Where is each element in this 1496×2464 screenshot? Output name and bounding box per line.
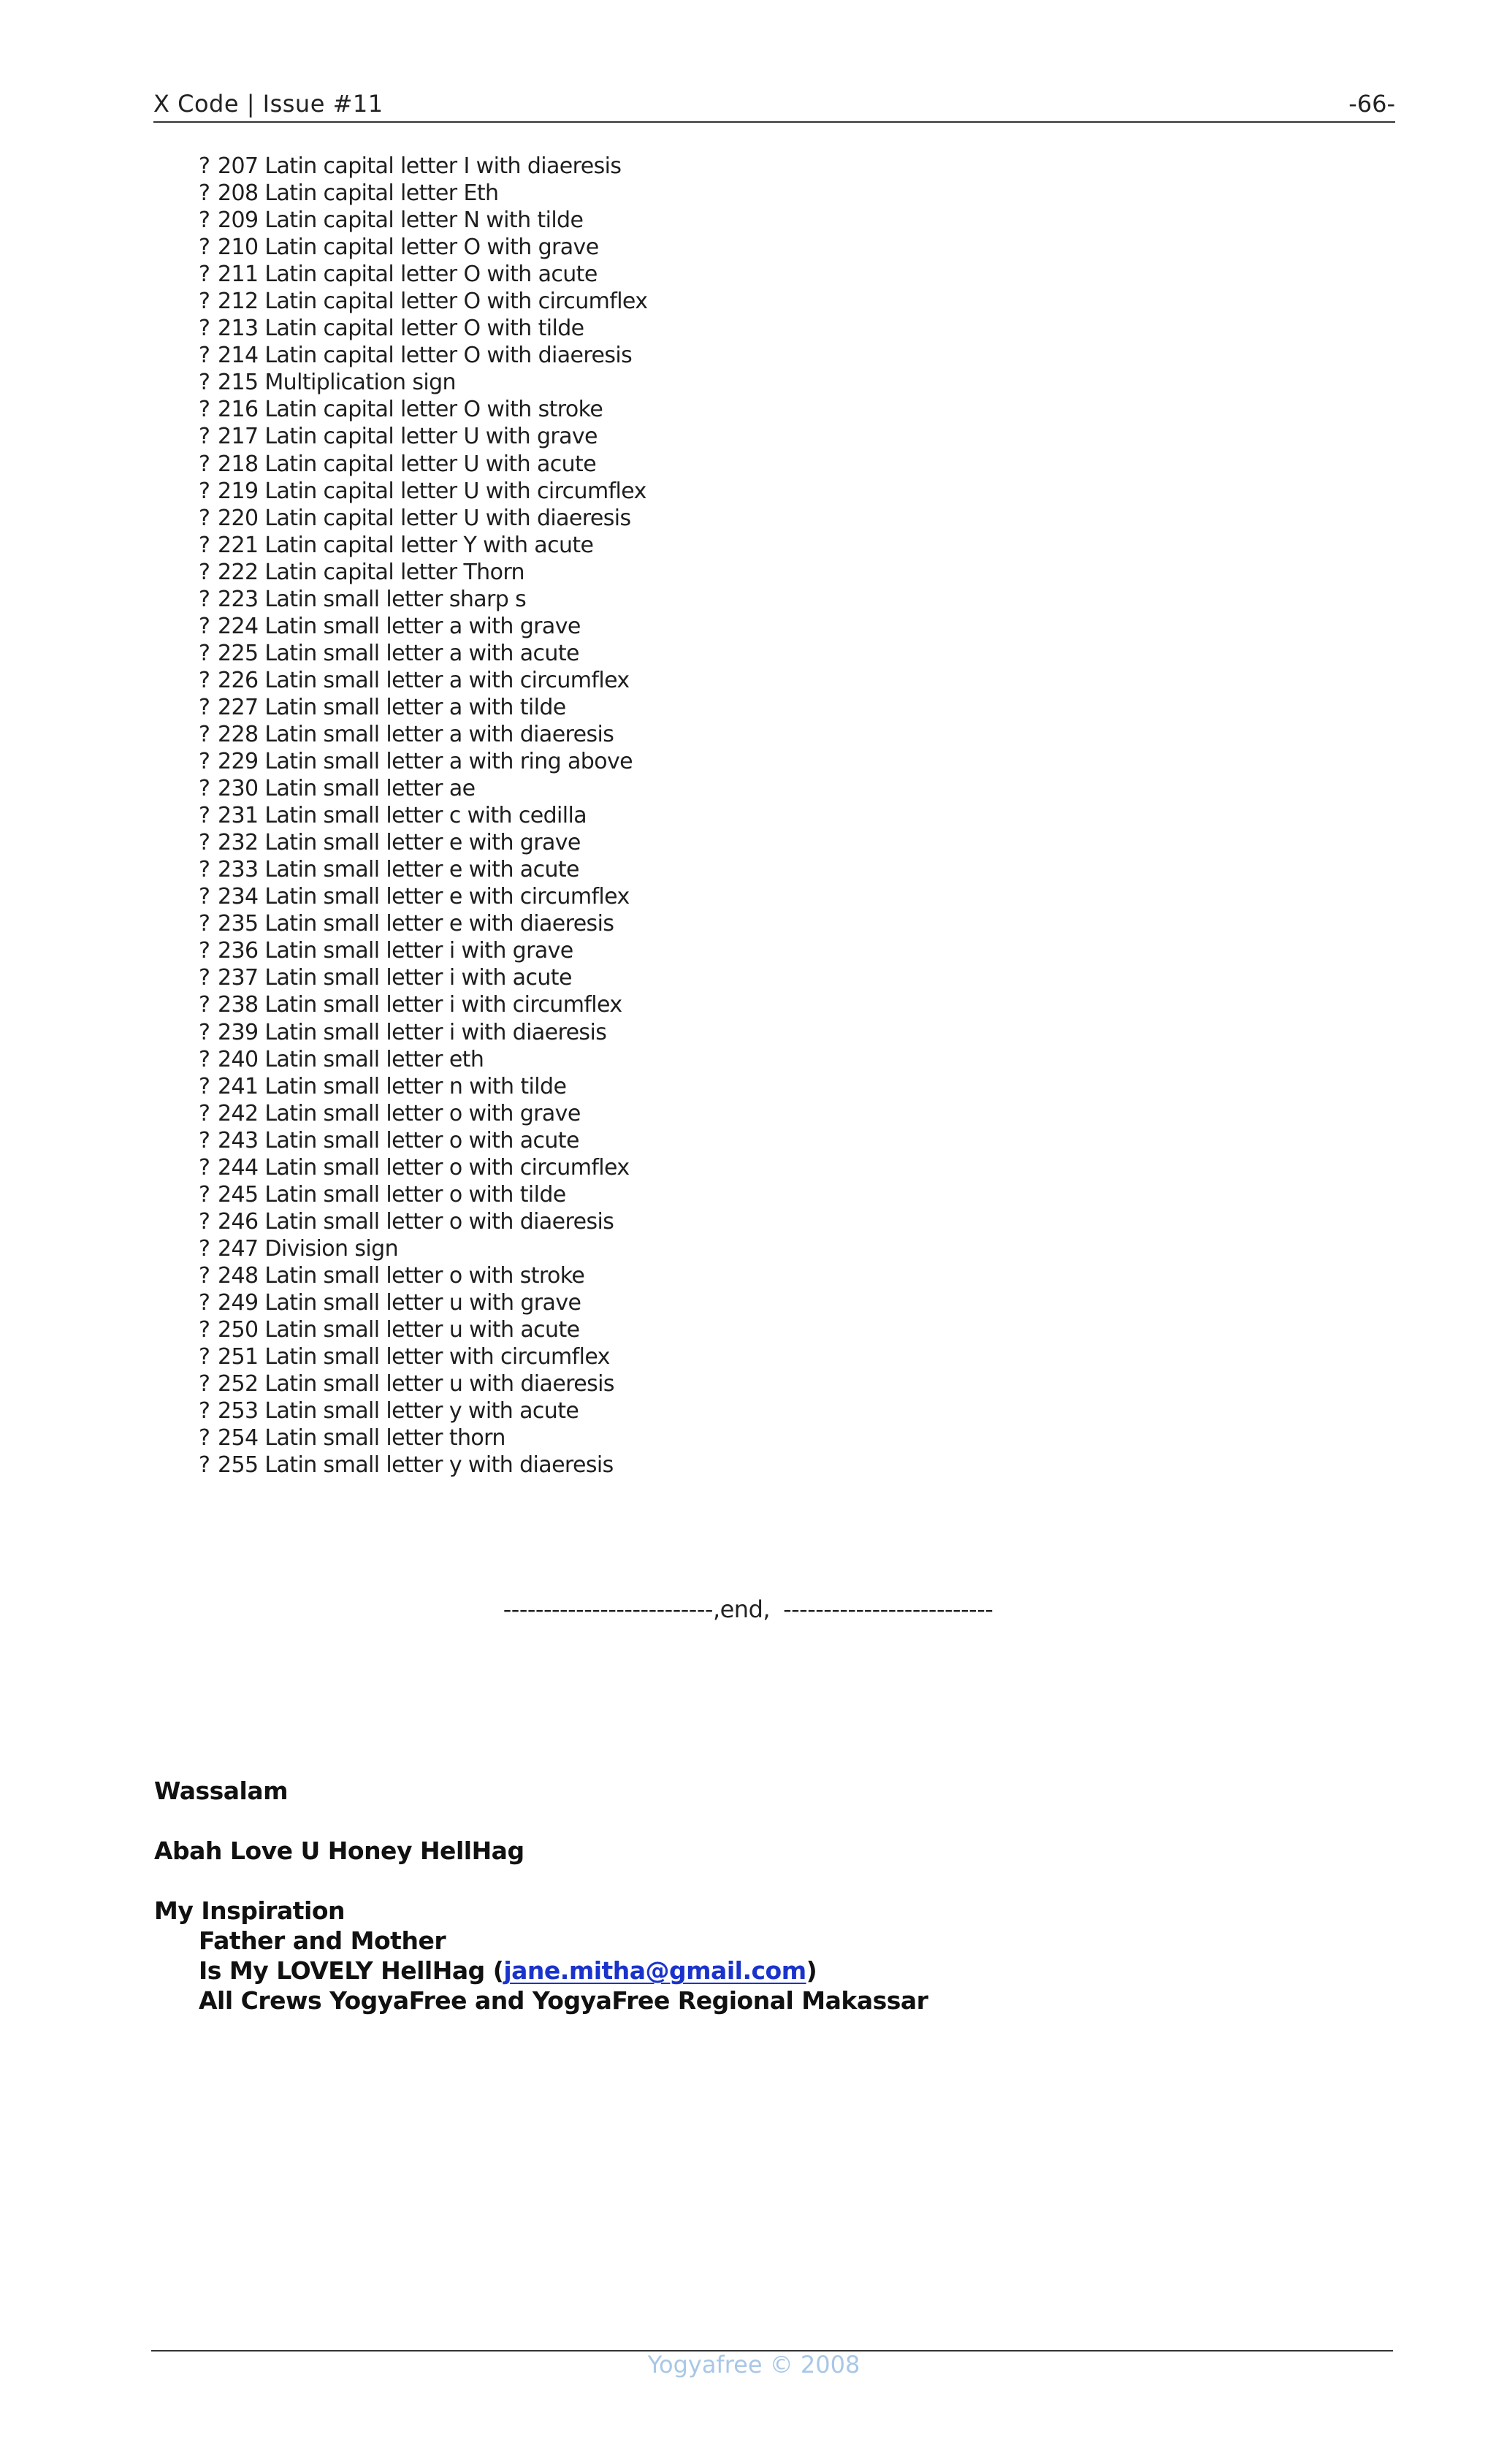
footer-copyright: Yogyafree © 2008: [647, 2351, 860, 2379]
list-item: [199, 991, 647, 1018]
inspiration-line-2: [199, 1956, 817, 1985]
list-item: [199, 342, 647, 369]
list-item-text: 252 Latin small letter u with diaeresis: [218, 1371, 614, 1397]
list-item-text: 223 Latin small letter sharp s: [218, 586, 527, 612]
list-bullet: ?: [199, 586, 210, 612]
list-bullet: ?: [199, 262, 210, 288]
list-item: [199, 153, 647, 180]
list-bullet: ?: [199, 370, 210, 396]
list-item: [199, 1343, 647, 1370]
list-item: [199, 1019, 647, 1046]
list-bullet: ?: [199, 207, 210, 234]
list-item-text: 238 Latin small letter i with circumflex: [218, 992, 622, 1018]
list-item-text: 215 Multiplication sign: [218, 370, 456, 396]
list-item: [199, 802, 647, 829]
list-bullet: ?: [199, 1344, 210, 1370]
list-item-text: 214 Latin capital letter O with diaeresis: [218, 343, 633, 369]
inspiration-line-1: Father and Mother: [199, 1926, 446, 1955]
list-bullet: ?: [199, 613, 210, 639]
page-number: -66-: [1348, 90, 1395, 118]
list-bullet: ?: [199, 451, 210, 477]
list-bullet: ?: [199, 1235, 210, 1262]
list-item-text: 222 Latin capital letter Thorn: [218, 559, 524, 585]
list-item: [199, 1235, 647, 1262]
list-bullet: ?: [199, 1317, 210, 1343]
list-bullet: ?: [199, 965, 210, 991]
list-bullet: ?: [199, 316, 210, 342]
character-list: [199, 153, 647, 1479]
list-item: [199, 829, 647, 856]
list-item: [199, 964, 647, 991]
list-item: [199, 1424, 647, 1452]
list-item: [199, 1208, 647, 1235]
list-item-text: 255 Latin small letter y with diaeresis: [218, 1452, 614, 1479]
list-item: [199, 910, 647, 937]
list-item: [199, 721, 647, 748]
list-item: [199, 1127, 647, 1154]
list-item-text: 244 Latin small letter o with circumflex: [218, 1154, 630, 1180]
list-item: [199, 856, 647, 883]
list-item-text: 245 Latin small letter o with tilde: [218, 1181, 566, 1208]
list-item: [199, 667, 647, 694]
list-item: [199, 396, 647, 423]
list-bullet: ?: [199, 424, 210, 450]
list-item-text: 210 Latin capital letter O with grave: [218, 234, 599, 261]
list-item-text: 242 Latin small letter o with grave: [218, 1100, 581, 1126]
list-item-text: 247 Division sign: [218, 1235, 399, 1262]
email-link[interactable]: jane.mitha@gmail.com: [503, 1956, 806, 1985]
list-item: [199, 180, 647, 207]
list-item: [199, 1181, 647, 1208]
list-bullet: ?: [199, 1154, 210, 1180]
list-item: [199, 207, 647, 234]
list-item-text: 225 Latin small letter a with acute: [218, 640, 579, 666]
list-item-text: 221 Latin capital letter Y with acute: [218, 532, 594, 558]
list-item: [199, 748, 647, 775]
list-bullet: ?: [199, 776, 210, 802]
list-bullet: ?: [199, 153, 210, 179]
list-bullet: ?: [199, 1398, 210, 1424]
list-item: [199, 1154, 647, 1181]
list-item-text: 219 Latin capital letter U with circumflex: [218, 478, 646, 504]
list-bullet: ?: [199, 1019, 210, 1045]
list-item-text: 227 Latin small letter a with tilde: [218, 694, 566, 720]
list-bullet: ?: [199, 234, 210, 261]
list-item: [199, 1073, 647, 1100]
list-bullet: ?: [199, 911, 210, 937]
list-item-text: 208 Latin capital letter Eth: [218, 180, 499, 207]
inspiration-line-3: All Crews YogyaFree and YogyaFree Regional Makassar: [199, 1986, 928, 2015]
dedication: Abah Love U Honey HellHag: [154, 1836, 524, 1865]
list-bullet: ?: [199, 1208, 210, 1235]
list-item: [199, 586, 647, 613]
list-item-text: 243 Latin small letter o with acute: [218, 1127, 579, 1153]
list-item-text: 216 Latin capital letter O with stroke: [218, 397, 603, 423]
list-bullet: ?: [199, 884, 210, 910]
list-bullet: ?: [199, 803, 210, 829]
list-bullet: ?: [199, 397, 210, 423]
list-item: [199, 288, 647, 315]
list-bullet: ?: [199, 559, 210, 585]
list-item: [199, 559, 647, 586]
list-item: [199, 1100, 647, 1127]
list-item: [199, 234, 647, 261]
list-item: [199, 1397, 647, 1424]
list-item: [199, 315, 647, 342]
list-bullet: ?: [199, 1289, 210, 1316]
list-item-text: 230 Latin small letter ae: [218, 776, 476, 802]
list-item: [199, 937, 647, 964]
list-item: [199, 1452, 647, 1479]
list-item: [199, 478, 647, 505]
list-bullet: ?: [199, 830, 210, 856]
list-item-text: 220 Latin capital letter U with diaeresis: [218, 505, 631, 531]
inspiration-line-2-suffix: ): [806, 1956, 817, 1985]
list-bullet: ?: [199, 1452, 210, 1479]
list-item: [199, 369, 647, 396]
list-bullet: ?: [199, 1100, 210, 1126]
list-bullet: ?: [199, 640, 210, 666]
list-item: [199, 1262, 647, 1289]
list-item: [199, 261, 647, 288]
list-item-text: 207 Latin capital letter I with diaeresis: [218, 153, 622, 179]
farewell: Wassalam: [154, 1777, 289, 1805]
list-item: [199, 613, 647, 640]
list-bullet: ?: [199, 532, 210, 558]
list-bullet: ?: [199, 667, 210, 693]
inspiration-line-2-prefix: Is My LOVELY HellHag (: [199, 1956, 504, 1985]
list-bullet: ?: [199, 180, 210, 207]
list-item-text: 235 Latin small letter e with diaeresis: [218, 911, 614, 937]
end-marker-left: --------------------------,end,: [503, 1595, 771, 1623]
list-bullet: ?: [199, 857, 210, 883]
list-item-text: 218 Latin capital letter U with acute: [218, 451, 597, 477]
list-item: [199, 1316, 647, 1343]
list-item-text: 253 Latin small letter y with acute: [218, 1398, 579, 1424]
list-item-text: 231 Latin small letter c with cedilla: [218, 803, 587, 829]
list-bullet: ?: [199, 1046, 210, 1072]
list-item-text: 217 Latin capital letter U with grave: [218, 424, 598, 450]
list-bullet: ?: [199, 505, 210, 531]
list-bullet: ?: [199, 721, 210, 747]
list-item: [199, 532, 647, 559]
list-item-text: 213 Latin capital letter O with tilde: [218, 316, 584, 342]
list-item-text: 237 Latin small letter i with acute: [218, 965, 572, 991]
list-item-text: 239 Latin small letter i with diaeresis: [218, 1019, 607, 1045]
list-bullet: ?: [199, 1073, 210, 1099]
list-item-text: 234 Latin small letter e with circumflex: [218, 884, 630, 910]
list-item: [199, 451, 647, 478]
list-item-text: 233 Latin small letter e with acute: [218, 857, 579, 883]
list-bullet: ?: [199, 938, 210, 964]
list-item-text: 240 Latin small letter eth: [218, 1046, 484, 1072]
list-bullet: ?: [199, 1425, 210, 1452]
document-title: X Code | Issue #11: [153, 90, 383, 118]
list-bullet: ?: [199, 1127, 210, 1153]
list-item-text: 211 Latin capital letter O with acute: [218, 262, 598, 288]
list-item-text: 248 Latin small letter o with stroke: [218, 1262, 585, 1289]
list-item: [199, 694, 647, 721]
list-item: [199, 1370, 647, 1397]
list-bullet: ?: [199, 1181, 210, 1208]
list-item: [199, 505, 647, 532]
inspiration-heading: My Inspiration: [154, 1896, 345, 1925]
list-item-text: 236 Latin small letter i with grave: [218, 938, 573, 964]
list-bullet: ?: [199, 289, 210, 315]
list-item: [199, 1046, 647, 1073]
list-item: [199, 423, 647, 450]
list-item-text: 229 Latin small letter a with ring above: [218, 749, 633, 775]
list-item-text: 232 Latin small letter e with grave: [218, 830, 581, 856]
list-item-text: 212 Latin capital letter O with circumflex: [218, 289, 648, 315]
list-item-text: 254 Latin small letter thorn: [218, 1425, 505, 1452]
list-item-text: 251 Latin small letter with circumflex: [218, 1344, 610, 1370]
list-item-text: 224 Latin small letter a with grave: [218, 613, 581, 639]
list-bullet: ?: [199, 749, 210, 775]
list-item: [199, 775, 647, 802]
list-item-text: 228 Latin small letter a with diaeresis: [218, 721, 614, 747]
list-item-text: 241 Latin small letter n with tilde: [218, 1073, 567, 1099]
list-item: [199, 1289, 647, 1316]
list-bullet: ?: [199, 1371, 210, 1397]
end-marker: [0, 1595, 1496, 1623]
list-item: [199, 883, 647, 910]
page-header: [153, 86, 1395, 123]
list-bullet: ?: [199, 343, 210, 369]
list-bullet: ?: [199, 478, 210, 504]
list-item: [199, 640, 647, 667]
list-item-text: 246 Latin small letter o with diaeresis: [218, 1208, 614, 1235]
list-item-text: 209 Latin capital letter N with tilde: [218, 207, 584, 234]
list-bullet: ?: [199, 694, 210, 720]
end-marker-right: --------------------------: [783, 1595, 993, 1623]
list-bullet: ?: [199, 1262, 210, 1289]
list-item-text: 250 Latin small letter u with acute: [218, 1317, 580, 1343]
list-bullet: ?: [199, 992, 210, 1018]
list-item-text: 249 Latin small letter u with grave: [218, 1289, 581, 1316]
list-item-text: 226 Latin small letter a with circumflex: [218, 667, 630, 693]
